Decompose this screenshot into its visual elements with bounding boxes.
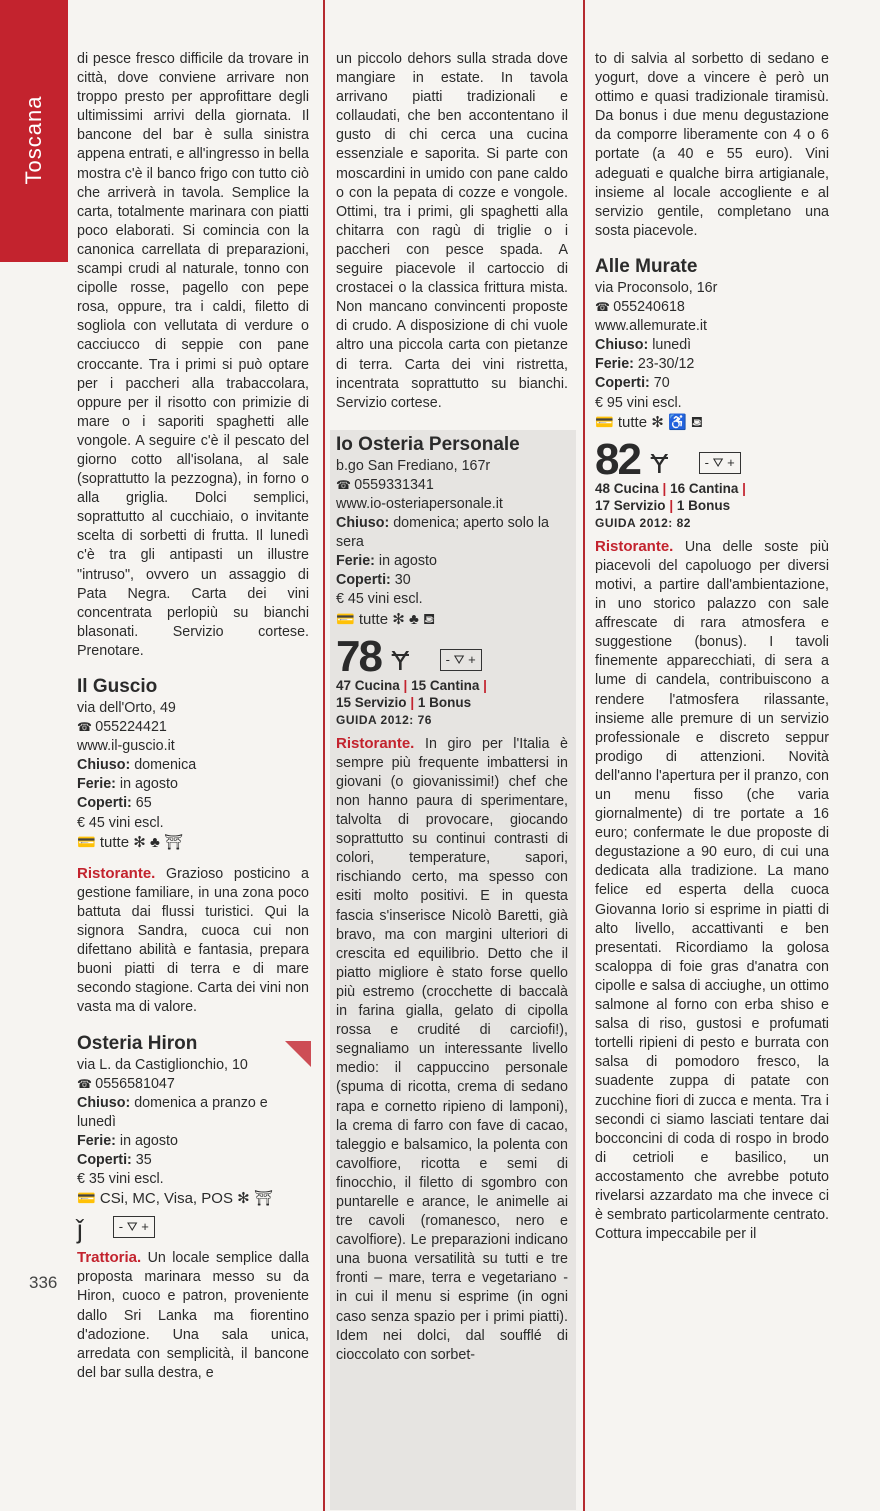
phone: ☎ 055224421	[77, 718, 309, 737]
seats: 70	[653, 375, 670, 392]
price: € 45 vini escl.	[336, 591, 423, 608]
cards: CSi, MC, Visa, POS ✻ ⛩	[99, 1190, 273, 1208]
restaurant-name: Io Osteria Personale	[336, 433, 520, 455]
address: via dell'Orto, 49	[77, 700, 176, 716]
cards: tutte ✻ ♣ ⛩	[99, 833, 184, 851]
card-icon: 💳	[336, 610, 355, 628]
seats: 65	[135, 795, 152, 812]
page-number: 336	[29, 1273, 58, 1292]
closed-days: domenica	[134, 757, 197, 774]
review-text: Una delle soste più piacevoli del capoluogo per diversi motivi, a partire dall'ambientazione, in uno storico palazzo con sale affrescate di rara atmosfera e suggestione (bonus). I tavoli finemente apparecchiati, di sera a lume di candela, contribuiscono a rendere l'atmosfera rilassante, insieme alle premure di un servizio professionale e discreto seppur prodigo di attenzioni. Novità dell'anno l'apertura per il pranzo, con un menu fisso (che varia giornalmente) di tre portate a 16 euro; confermate le due proposte di degustazione a 90 euro, di cui una dedicata alla tradizione. La mano felice ed esperta della cuoca Giovanna Iorio si esprime in piatti di alto livello, accattivanti e ben presentati. Ricordiamo la golosa scaloppa di foie gras d'anatra con cipolle e salsa di acciughe, un ottimo salmone al forno con erba shiso e salsa di riso, gustosi e profumati tortelli ripieni di pesto e burrata con salsa di pomodoro fresco, la suadente zuppa di patate con zucchine fiori di zucca e menta. Tra i secondi ci siamo lasciati tentare dai bocconcini di coda di rospo in brodo di cetrioli e basilico, un accostamento che avrebbe potuto rivelarsi azzardato ma che invece ci è sembrato particolarmente centrato. Cottura impeccabile per il	[595, 538, 829, 1243]
price: € 35 vini escl.	[77, 1171, 164, 1188]
phone: ☎ 055240618	[595, 298, 829, 317]
review-text: Un locale semplice dalla proposta marinara messo su da Hiron, cuoco e patron, proveniente dallo Sri Lanka ma fiorentino d'adozione. Una sala unica, arredata con semplicità, il bancone del bar sulla destra, e	[77, 1250, 309, 1381]
label: Coperti:	[77, 1151, 132, 1168]
restaurant-info	[336, 457, 568, 629]
phone: ☎ 0556581047	[77, 1075, 309, 1094]
continued-text: to di salvia al sorbetto di sedano e yogurt, dove a vincere è però un ottimo e quasi tradizionale tiramisù. Da bonus i due menu degustazione da comporre liberamente con 4 o 6 portate (a 40 e 55 euro). Vini adeguati e qualche birra artigianale, insieme al locale accogliente e al servizio gentile, completano una sosta piacevole.	[595, 51, 829, 239]
score-cantina: 15 Cantina	[411, 677, 480, 693]
cards: tutte ✻ ♣ ⛾	[358, 610, 436, 628]
label: Ferie:	[77, 1132, 116, 1149]
label: Chiuso:	[77, 1094, 131, 1111]
holidays: in agosto	[119, 1132, 178, 1149]
restaurant-name: Il Guscio	[77, 676, 158, 697]
score-cucina: 47 Cucina	[336, 677, 400, 693]
website-link[interactable]: www.allemurate.it	[595, 318, 708, 335]
price: € 95 vini escl.	[595, 394, 682, 411]
restaurant-name: Osteria Hiron	[77, 1032, 198, 1054]
section-tab	[0, 0, 68, 262]
restaurant-name: Alle Murate	[595, 255, 698, 277]
website-link[interactable]: www.il-guscio.it	[77, 738, 175, 755]
score-bonus: 1 Bonus	[676, 497, 731, 513]
score-cantina: 16 Cantina	[670, 480, 739, 496]
fork-icon: Ɏ	[649, 447, 669, 479]
restaurant-type: Ristorante.	[77, 864, 156, 882]
score: 82	[595, 434, 640, 484]
section-label: Toscana	[21, 95, 46, 185]
score-bonus: 1 Bonus	[417, 694, 472, 710]
subscores: 47 Cucina | 15 Cantina | 15 Servizio | 1 Bonus	[336, 677, 487, 710]
column-1	[77, 50, 309, 1383]
closed-days: domenica; aperto solo la sera	[336, 515, 549, 551]
continued-text: di pesce fresco difficile da trovare in città, dove conviene arrivare non troppo presto per approfittare degli ultimissimi arrivi della giornata. Il bancone del bar è sulla sinistra appena entrati, e all'ingresso in bella mostra c'è il banco frigo con tutto ciò che arriverà in tavola. Semplice la carta, totalmente marinara con piatti poco elaborati. Si comincia con la canonica carrellata di preparazioni, scampi crudi al naturale, tonno con cipolle rosse, pagello con pepe rosa, oppure, tra i caldi, filetto di sogliola con vellutata di verdure o cacciucco di seppie con pane croccante. Tra i primi si può optare per i paccheri alla trabaccolara, oppure per il risotto con primizie di mare o i saporiti spaghetti alle vongole. A seguire c'è il pescato del giorno cotto all'isolana, al sale (soprattutto la pezzogna), in forno o alla griglia. Dolci semplici, soprattutto al cucchiaio, o invitante scelta di sorbetti di frutta. Il lunedì c'è tra gli antipasti un illustre "intruso", ovvero un assaggio di Pata Negra. Carta dei vini concentrata perlopiù su bianchi blasonati. Servizio cortese. Prenotare.	[77, 51, 309, 659]
bottle-icon: ǰ	[77, 1214, 83, 1245]
card-icon: 💳	[77, 1190, 96, 1208]
holidays: in agosto	[378, 553, 437, 570]
score-servizio: 17 Servizio	[595, 497, 666, 513]
restaurant-type: Trattoria.	[77, 1249, 142, 1267]
column-3	[595, 50, 829, 1244]
restaurant-type: Ristorante.	[336, 734, 415, 752]
score-servizio: 15 Servizio	[336, 694, 407, 710]
address: b.go San Frediano, 167r	[336, 457, 491, 474]
label: Ferie:	[595, 356, 634, 373]
score-cucina: 48 Cucina	[595, 480, 659, 496]
closed-days: lunedì	[652, 337, 692, 354]
address: via L. da Castiglionchio, 10	[77, 1056, 248, 1073]
review-text: In giro per l'Italia è sempre più frequente imbattersi in giovani (o giovanissimi!) chef che non hanno paura di sperimentare, talvolta di provocare, giocando soprattutto su continui contrasti di colori, temperature, sapori, rischiando certo, ma spesso con esiti molto positivi. E in questa fascia s'inserisce Nicolò Baretti, già bravo, ma con margini ulteriori di crescita ed equilibrio. Detto che il piatto migliore è stato forse quello più estremo (crocchette di baccalà in farina gialla, gelato di cipolla rossa e crudité di carciofi!), segnaliamo un interessante livello medio: il cappuccino personale (spuma di ricotta, crema di sedano rapa e cornetto ripieno di lamponi), la crema di farro con fave di cacao, taleggio e balsamico, la polenta con cavolfiore, ricotta e semi di finocchio, il filetto di sgombro con puntarelle e arance, le animelle ai tre cavoli (romanesco, nero e cavolfiore). Le preparazioni indicano una buona versatilità su tutti e tre fronti – mare, terra e vegetariano - in cui il menu si esprime (in ogni caso senza spazio per i primi piatti). Idem nei dolci, dal soufflé di cioccolato con sorbet-	[336, 735, 568, 1363]
review	[77, 1248, 309, 1383]
card-icon: 💳	[595, 413, 614, 431]
guida-score: GUIDA 2012: 76	[336, 712, 432, 727]
holidays: 23-30/12	[637, 356, 695, 373]
closed-days: domenica a pranzo e lunedì	[77, 1094, 268, 1130]
column-2	[336, 50, 568, 1365]
price-range-box: - ⛛ +	[440, 649, 482, 671]
cards: tutte ✻ ♿ ⛾	[617, 413, 704, 431]
address: via Proconsolo, 16r	[595, 279, 718, 296]
restaurant-info	[77, 1056, 309, 1209]
price-range-box: - ⛛ +	[113, 1216, 155, 1238]
column-rule	[583, 0, 585, 1511]
restaurant-info	[77, 699, 309, 852]
column-rule	[323, 0, 325, 1511]
fork-icon: Ɏ	[390, 644, 410, 676]
guida-score: GUIDA 2012: 82	[595, 515, 691, 530]
seats: 35	[135, 1151, 152, 1168]
continued-text: un piccolo dehors sulla strada dove mangiare in estate. In tavola arrivano piatti tradizionali e collaudati, che ben accontentano il gusto di chi cerca una cucina essenziale e saporita. Si parte con moscardini in umido con pane caldo o con la pepata di cozze e vongole. Ottimi, tra i primi, gli spaghetti alla chitarra con ragù di triglie o i paccheri con pesce spada. A seguire piacevole il cartoccio di crostacei o la classica frittura mista. Non mancano convincenti proposte di crudo. A disposizione di chi vuole altro una piccola carta con pietanze di terra. Carta dei vini ristretta, incentrata soprattutto su bianchi. Servizio cortese.	[336, 51, 568, 411]
seats: 30	[394, 572, 411, 589]
score: 78	[336, 631, 381, 681]
review-text: Grazioso posticino a gestione familiare, in una zona poco battuta dai flussi turistici. Qui la signora Sandra, cuoca cui non difettano abilità e fantasia, prepara buoni piatti di terra e di mare secondo stagione. Carta dei vini non vasta ma di valore.	[77, 865, 309, 1016]
label: Ferie:	[77, 776, 116, 793]
label: Coperti:	[595, 375, 650, 392]
phone: ☎ 0559331341	[336, 476, 568, 495]
price-range-box: - ⛛ +	[699, 452, 741, 474]
website-link[interactable]: www.io-osteriapersonale.it	[336, 495, 503, 512]
restaurant-type: Ristorante.	[595, 537, 674, 555]
price: € 45 vini escl.	[77, 814, 164, 831]
label: Chiuso:	[595, 337, 649, 354]
label: Coperti:	[77, 795, 132, 812]
label: Coperti:	[336, 572, 391, 589]
label: Chiuso:	[336, 515, 390, 532]
review	[77, 864, 309, 1018]
card-icon: 💳	[77, 833, 96, 851]
label: Chiuso:	[77, 757, 131, 774]
restaurant-info	[595, 279, 829, 432]
review	[595, 537, 829, 1244]
review	[336, 734, 568, 1365]
holidays: in agosto	[119, 776, 178, 793]
label: Ferie:	[336, 553, 375, 570]
subscores: 48 Cucina | 16 Cantina | 17 Servizio | 1 Bonus	[595, 480, 746, 513]
